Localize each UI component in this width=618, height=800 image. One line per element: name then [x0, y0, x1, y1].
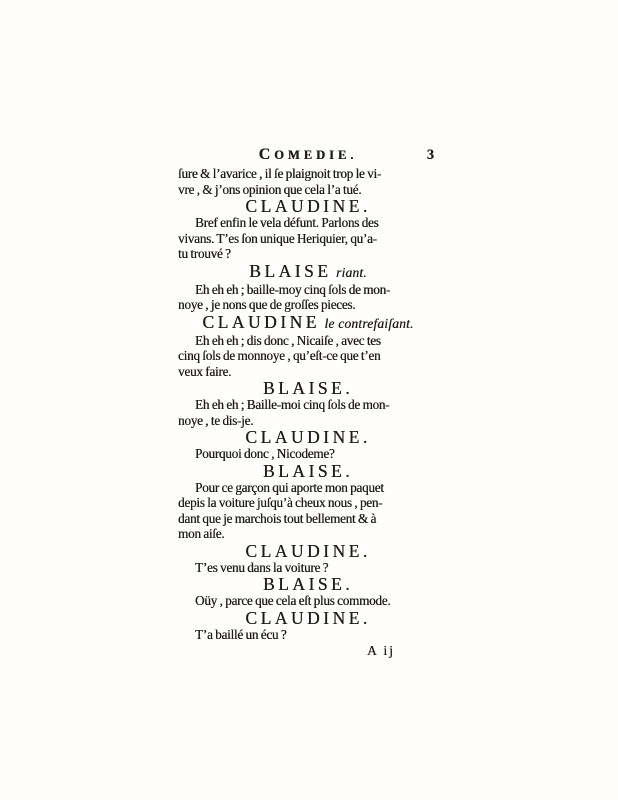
speaker-heading: [178, 542, 438, 560]
speech-paragraph: Eh eh eh ; baille-moy cinq ſols de mon- noye , je nons que de groſſes pieces.: [178, 281, 391, 312]
speech-paragraph: Pourquoi donc , Nicodeme?: [195, 446, 335, 461]
text-block: [178, 146, 438, 659]
speaker-heading: [178, 313, 438, 333]
speech-paragraph: Bref enfin le vela défunt. Parlons des vivans. T’es ſon unique Heriquier, qu’a- tu trouvé ?: [178, 215, 379, 261]
speech-paragraph: Pour ce garçon qui aporte mon paquet depis la voiture juſqu’à cheux nous , pen- dant que je marchois tout bellement & à mon aiſe.: [178, 479, 384, 541]
speech-paragraph: Oüy , parce que cela eſt plus commode.: [195, 593, 391, 608]
speaker-heading: [178, 428, 438, 446]
speech-paragraph: T’es venu dans la voiture ?: [195, 559, 329, 575]
speaker-heading: [178, 262, 438, 282]
speaker-name: BLAISE: [249, 260, 332, 281]
speaker-name: BLAISE.: [262, 574, 354, 594]
running-head: [178, 146, 438, 166]
speech-paragraph: Eh eh eh ; dis donc , Nicaiſe , avec tes cinq ſols de monnoye , qu’eſt-ce que t’en veux faire.: [178, 332, 381, 379]
speech-paragraph: ſure & l’avarice , il ſe plaignoit trop le vi- vre , & j’ons opinion que cela l’a tué.: [178, 166, 381, 197]
speaker-heading: [178, 379, 438, 397]
speech-paragraph: T’a baillé un écu ?: [195, 626, 287, 642]
speaker-name: BLAISE.: [262, 378, 354, 398]
speech-paragraph: Eh eh eh ; Baille-moi cinq ſols de mon- noye , te dis-je.: [178, 397, 390, 428]
speaker-name: BLAISE.: [262, 460, 354, 481]
speaker-heading: [178, 462, 438, 480]
dialogue-container: [178, 166, 438, 642]
signature-mark: A ij: [367, 643, 395, 658]
speaker-name: CLAUDINE.: [245, 196, 371, 216]
running-title: COMEDIE.: [258, 146, 358, 163]
speaker-name: CLAUDINE.: [245, 540, 371, 561]
page-number: 3: [426, 147, 434, 163]
speaker-name: CLAUDINE: [202, 311, 320, 332]
speaker-heading: [178, 609, 438, 627]
speaker-name: CLAUDINE.: [245, 607, 371, 628]
speaker-heading: [178, 575, 438, 593]
speaker-name: CLAUDINE.: [245, 427, 371, 447]
speaker-heading: [178, 197, 438, 215]
stage-direction: le contrefaiſant.: [320, 315, 414, 331]
stage-direction: riant.: [332, 264, 367, 280]
